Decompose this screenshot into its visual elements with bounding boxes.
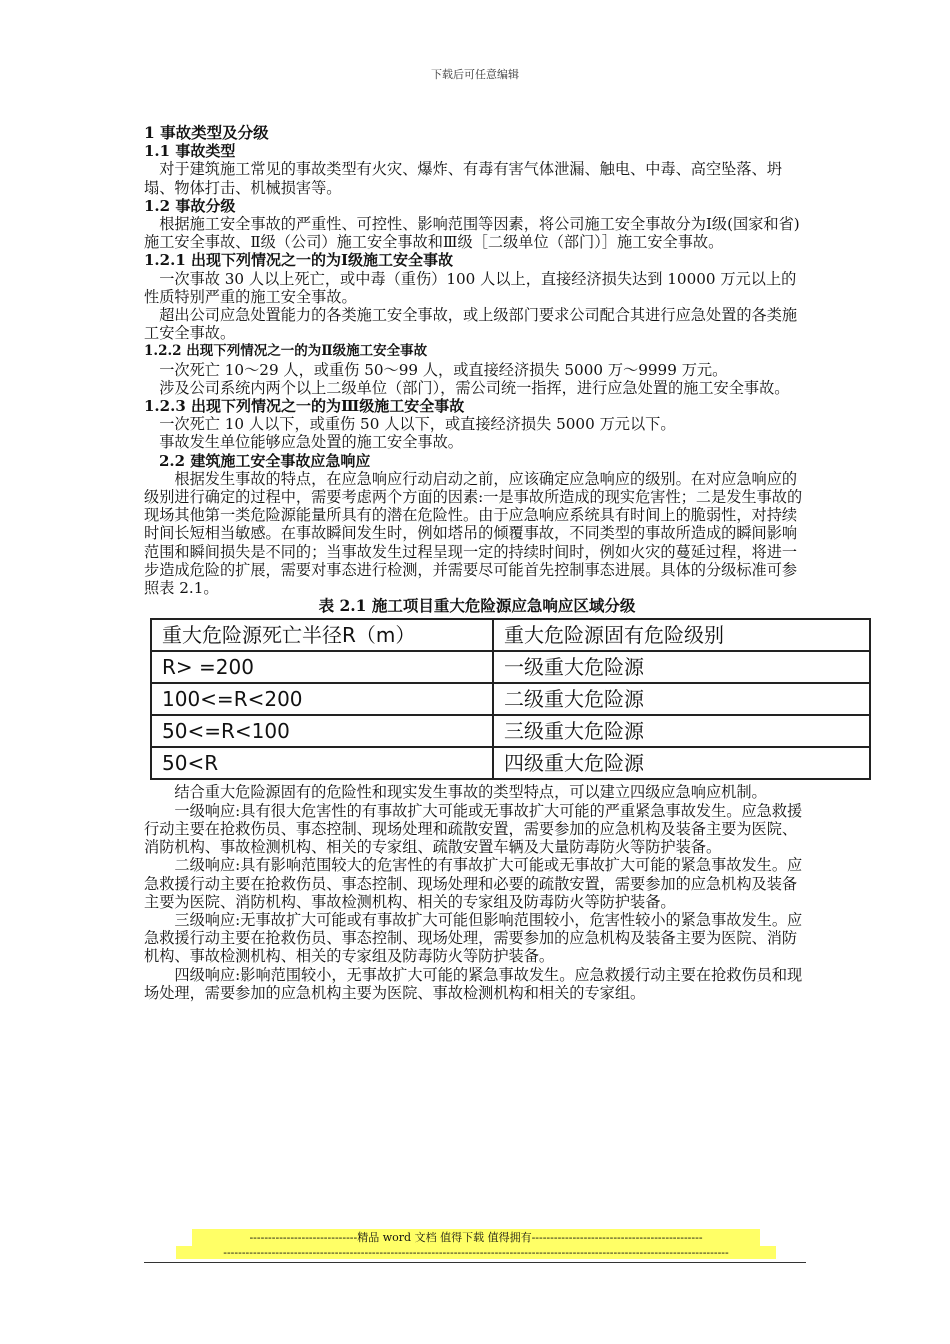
table-cell: R> =200 xyxy=(151,651,493,683)
section-1-2-2-title: 1.2.2 出现下列情况之一的为Ⅱ级施工安全事故 xyxy=(144,343,428,360)
document-body xyxy=(144,124,810,1002)
footer-dashes: ---------------------------------------------------------------------------------------------------------------------------------------- xyxy=(176,1246,776,1259)
hazard-level-table xyxy=(150,618,871,780)
table-cell: 100<=R<200 xyxy=(151,683,493,715)
response-level-2: 二级响应:具有影响范围较大的危害性的有事故扩大可能或无事故扩大可能的紧急事故发生。应急救援行动主要在抢救伤员、事态控制、现场处理和必要的疏散安置，需要参加的应急机构及装备主要为医院、消防机构、事故检测机构、相关的专家组及防毒防火等防护装备。 xyxy=(144,856,803,911)
section-1-2-1-title: 1.2.1 出现下列情况之一的为Ⅰ级施工安全事故 xyxy=(144,251,453,270)
section-1-2-1-p2: 超出公司应急处置能力的各类施工安全事故，或上级部门要求公司配合其进行应急处置的各类施工安全事故。 xyxy=(144,306,798,343)
table-cell: 三级重大危险源 xyxy=(493,715,870,747)
section-1-2-2-p2: 涉及公司系统内两个以上二级单位（部门），需公司统一指挥，进行应急处置的施工安全事故。 xyxy=(159,378,790,397)
section-1-1-title: 1.1 事故类型 xyxy=(144,142,236,161)
table-header-row xyxy=(151,619,870,651)
response-level-4: 四级响应:影响范围较小，无事故扩大可能的紧急事故发生。应急救援行动主要在抢救伤员和现场处理，需要参加的应急机构主要为医院、事故检测机构和相关的专家组。 xyxy=(144,965,803,1002)
footer-rule xyxy=(144,1262,806,1263)
table-row xyxy=(151,651,870,683)
table-header-cell: 重大危险源死亡半径R（m） xyxy=(151,619,493,651)
section-1-2-2-p1: 一次死亡 10～29 人，或重伤 50～99 人，或直接经济损失 5000 万～9999 万元。 xyxy=(159,360,728,379)
footer-banner: -----------------------------精品 word 文档 值得下载 值得拥有---------------------------------------------- xyxy=(192,1229,760,1246)
table-cell: 50<R xyxy=(151,747,493,779)
table-cell: 一级重大危险源 xyxy=(493,651,870,683)
section-1-1-body: 对于建筑施工常见的事故类型有火灾、爆炸、有毒有害气体泄漏、触电、中毒、高空坠落、坍塌、物体打击、机械损害等。 xyxy=(144,160,782,197)
table-row xyxy=(151,683,870,715)
response-intro: 结合重大危险源固有的危险性和现实发生事故的类型特点，可以建立四级应急响应机制。 xyxy=(174,783,767,802)
section-1-2-title: 1.2 事故分级 xyxy=(144,196,236,215)
section-1-2-3-title: 1.2.3 出现下列情况之一的为Ⅲ级施工安全事故 xyxy=(144,397,465,416)
section-2-2-title: 2.2 建筑施工安全事故应急响应 xyxy=(159,451,371,470)
table-row xyxy=(151,747,870,779)
section-1-2-3-p2: 事故发生单位能够应急处置的施工安全事故。 xyxy=(159,433,463,452)
response-level-1: 一级响应:具有很大危害性的有事故扩大可能或无事故扩大可能的严重紧急事故发生。应急救援行动主要在抢救伤员、事态控制、现场处理和疏散安置，需要参加的应急机构及装备主要为医院、消防机构、事故检测机构、相关的专家组、疏散安置车辆及大量防毒防火等防护装备。 xyxy=(144,801,803,857)
section-1-2-3-p1: 一次死亡 10 人以下，或重伤 50 人以下，或直接经济损失 5000 万元以下。 xyxy=(159,415,676,434)
table-row xyxy=(151,715,870,747)
table-cell: 二级重大危险源 xyxy=(493,683,870,715)
table-caption: 表 2.1 施工项目重大危险源应急响应区域分级 xyxy=(318,596,636,616)
section-1-2-1-p1: 一次事故 30 人以上死亡，或中毒（重伤）100 人以上，直接经济损失达到 10000 万元以上的性质特别严重的施工安全事故。 xyxy=(144,269,797,306)
section-2-2-body: 根据发生事故的特点，在应急响应行动启动之前，应该确定应急响应的级别。在对应急响应的级别进行确定的过程中，需要考虑两个方面的因素:一是事故所造成的现实危害性；二是发生事故的现场其他第一类危险源能量所具有的潜在危险性。由于应急响应系统具有时间上的脆弱性，对持续时间长短相当敏感。在事故瞬间发生时，例如塔吊的倾覆事故，不同类型的事故所造成的瞬间影响范围和瞬间损失是不同的；当事故发生过程呈现一定的持续时间时，例如火灾的蔓延过程，将进一步造成危险的扩展，需要对事态进行检测，并需要尽可能首先控制事态进展。具体的分级标准可参照表 2.1。 xyxy=(144,469,803,598)
table-cell: 50<=R<100 xyxy=(151,715,493,747)
section-1-title: 1 事故类型及分级 xyxy=(144,123,269,142)
table-header-cell: 重大危险源固有危险级别 xyxy=(493,619,870,651)
response-level-3: 三级响应:无事故扩大可能或有事故扩大可能但影响范围较小，危害性较小的紧急事故发生。应急救援行动主要在抢救伤员、事态控制、现场处理，需要参加的应急机构及装备主要为医院、消防机构、事故检测机构、相关的专家组及防毒防火等防护装备。 xyxy=(144,910,803,966)
table-cell: 四级重大危险源 xyxy=(493,747,870,779)
section-1-2-body: 根据施工安全事故的严重性、可控性、影响范围等因素，将公司施工安全事故分为Ⅰ级(国家和省)施工安全事故、Ⅱ级（公司）施工安全事故和Ⅲ级［二级单位（部门）］施工安全事故。 xyxy=(144,215,800,252)
page-header: 下载后可任意编辑 xyxy=(431,68,519,81)
